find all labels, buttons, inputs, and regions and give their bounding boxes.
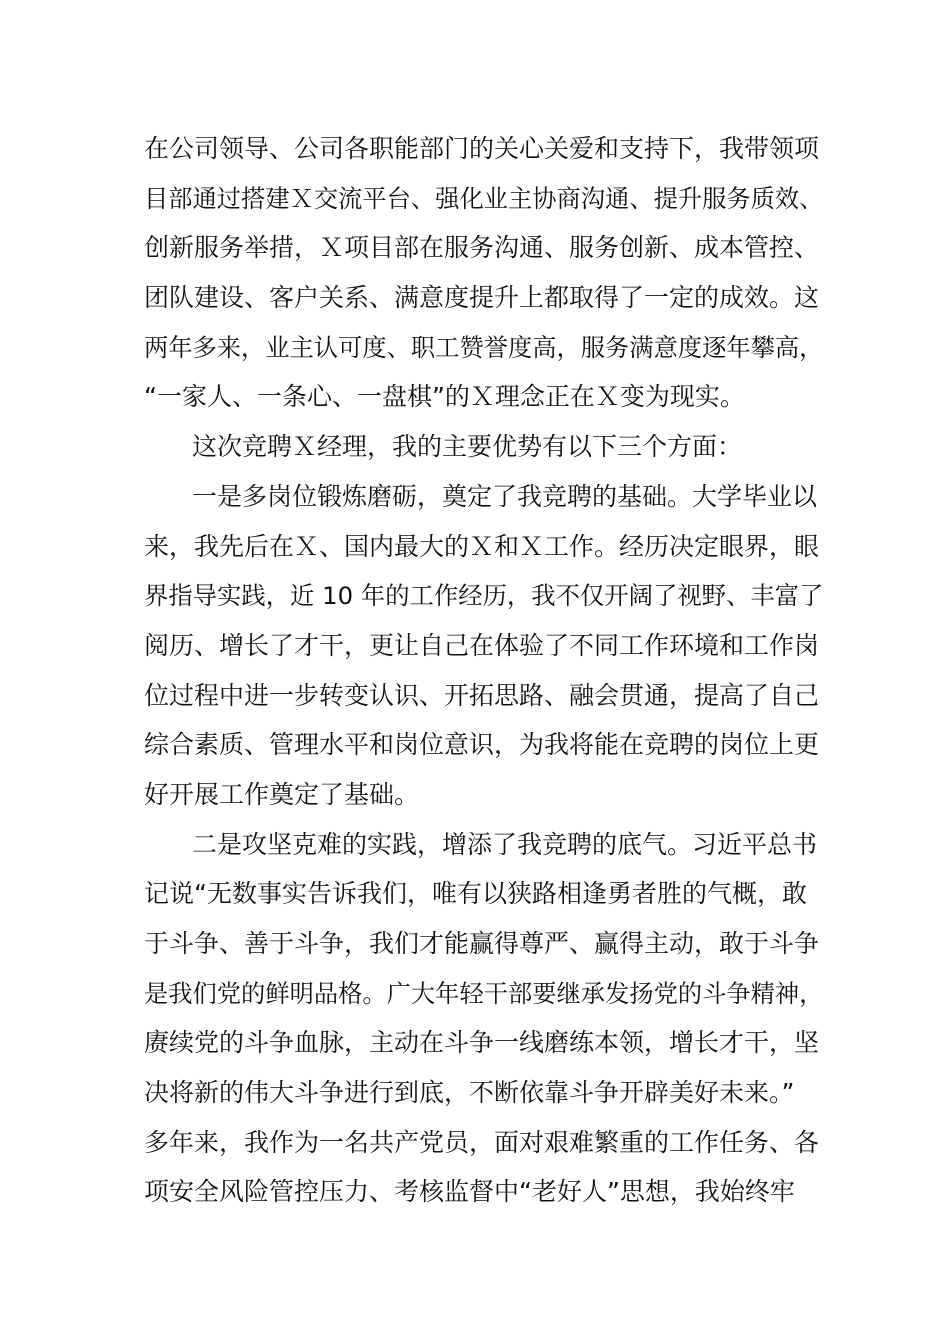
text-line: 赓续党的斗争血脉，主动在斗争一线磨练本领，增长才干，坚 (144, 1028, 820, 1058)
text-line: 项安全风险管控压力、考核监督中“老好人”思想，我始终牢 (144, 1177, 795, 1207)
text-line: 目部通过搭建Ｘ交流平台、强化业主协商沟通、提升服务质效、 (144, 183, 824, 213)
text-line: 于斗争、善于斗争，我们才能赢得尊严、赢得主动，敢于斗争 (144, 929, 820, 958)
text-line: 决将新的伟大斗争进行到底，不断依靠斗争开辟美好未来。” (144, 1078, 795, 1108)
text-line: 创新服务举措，Ｘ项目部在服务沟通、服务创新、成本管控、 (144, 233, 820, 263)
text-line: 一是多岗位锻炼磨砺，奠定了我竞聘的基础。大学毕业以 (192, 481, 818, 511)
text-line: 团队建设、客户关系、满意度提升上都取得了一定的成效。这 (144, 283, 820, 313)
text-line: 综合素质、管理水平和岗位意识，为我将能在竞聘的岗位上更 (144, 730, 820, 760)
text-line: 多年来，我作为一名共产党员，面对艰难繁重的工作任务、各 (144, 1127, 820, 1157)
text-line: 这次竞聘Ｘ经理，我的主要优势有以下三个方面： (192, 432, 743, 462)
text-line: 界指导实践，近 10 年的工作经历，我不仅开阔了视野、丰富了 (144, 581, 824, 611)
text-line: 来，我先后在Ｘ、国内最大的Ｘ和Ｘ工作。经历决定眼界，眼 (144, 531, 820, 561)
text-line: “一家人、一条心、一盘棋”的Ｘ理念正在Ｘ变为现实。 (144, 382, 745, 412)
text-line: 阅历、增长了才干，更让自己在体验了不同工作环境和工作岗 (144, 630, 820, 660)
body-text (144, 124, 824, 1217)
text-line: 在公司领导、公司各职能部门的关心关爱和支持下，我带领项 (144, 134, 820, 163)
text-line: 是我们党的鲜明品格。广大年轻干部要继承发扬党的斗争精神， (144, 978, 824, 1008)
text-line: 二是攻坚克难的实践，增添了我竞聘的底气。习近平总书 (192, 829, 818, 859)
text-line: 好开展工作奠定了基础。 (144, 779, 420, 809)
text-line: 两年多来，业主认可度、职工赞誉度高，服务满意度逐年攀高， (144, 332, 824, 362)
text-line: 位过程中进一步转变认识、开拓思路、融会贯通，提高了自己 (144, 680, 820, 710)
text-line: 记说“无数事实告诉我们，唯有以狭路相逢勇者胜的气概，敢 (144, 879, 807, 909)
